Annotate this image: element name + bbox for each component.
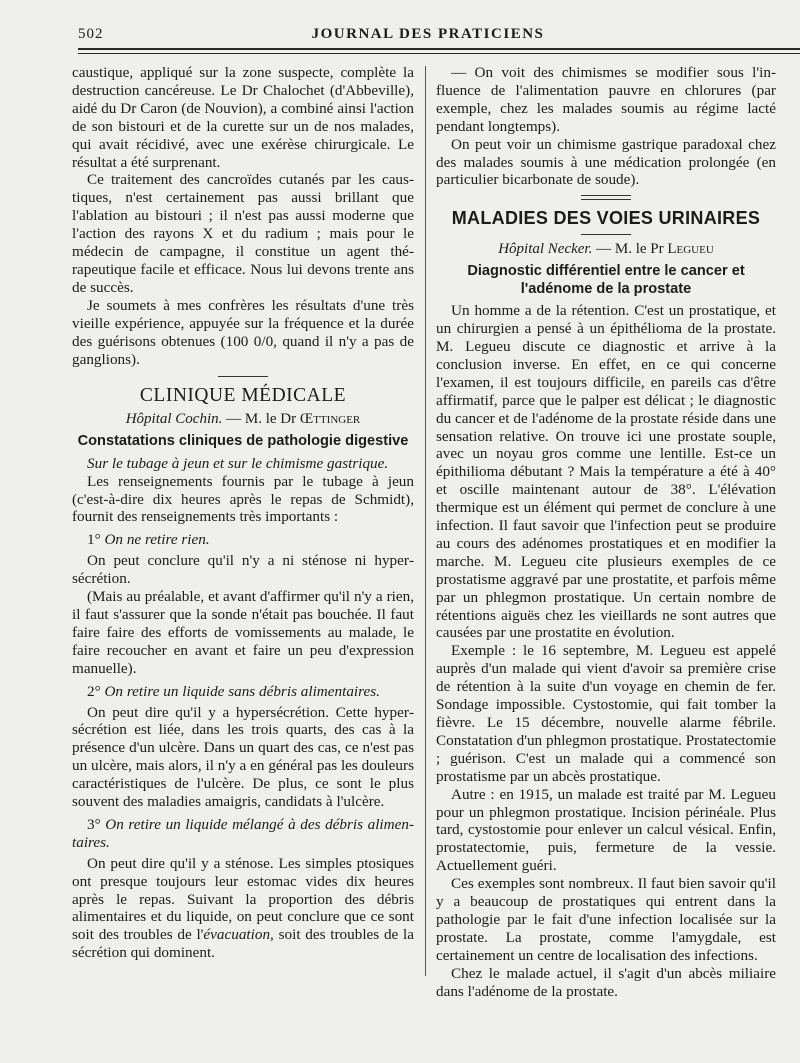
paragraph: On peut conclure qu'il n'y a ni sténose ni hypersécrétion. <box>72 552 414 588</box>
text-run-italic: évacuation <box>203 926 271 944</box>
hospital-name: Hôpital Cochin. <box>125 411 223 428</box>
item-title: On ne retire rien. <box>104 531 210 549</box>
doctor-name: Legueu <box>667 241 714 258</box>
header-rule <box>78 48 800 50</box>
page-number: 502 <box>78 26 104 42</box>
paragraph: (Mais au préalable, et avant d'affirmer qu'il n'y a rien, il faut s'assurer que la sonde n'était pas bouchée. Il faut faire faire des efforts de vomissements au malade, le faire recoucher en avant et faire un peu d'expression manuelle). <box>72 588 414 677</box>
numbered-item-3 <box>72 816 414 852</box>
intro-italic: Sur le tubage à jeun et sur le chimisme gastrique. <box>87 454 389 472</box>
paragraph: Autre : en 1915, un malade est traité par M. Legueu pour un phlegmon prostatique. Incision périnéale. Plus tard, cystostomie pour enlever un calcul vésical. Enfin, prostatectomie, puis, fermeture de la vessie. Actuellement guéri. <box>436 785 776 875</box>
section-separator <box>581 234 631 235</box>
paragraph: On peut voir un chimisme gastrique paradoxal chez des malades soumis à une médication prolongée (en particulier bicarbonate de soude). <box>436 135 776 189</box>
paragraph <box>72 855 414 962</box>
text-run: On peut dire qu'il y a sténose. Les simples ptosiques ont presque toujours leur estomac vides dix heures après le repas. Suivant la proportion des débris alimentaires et du liquide, on peut conclure que ce sont soit des troubles de l' <box>72 854 414 944</box>
right-column <box>436 64 776 1001</box>
doctor-prefix: — M. le Pr <box>596 241 664 258</box>
section-title-clinique: CLINIQUE MÉDICALE <box>139 385 347 407</box>
section-separator <box>218 376 268 377</box>
hospital-line <box>72 411 414 429</box>
journal-title: JOURNAL DES PRATICIENS <box>311 26 545 42</box>
section-title-urinaires: MALADIES DES VOIES URINAIRES <box>451 208 761 229</box>
article-subtitle: Constatations cliniques de pathologie digestive <box>77 433 409 450</box>
hospital-line <box>436 241 776 259</box>
paragraph: — On voit des chimismes se modifier sous l'influence de l'alimentation pauvre en chlorures (par exemple, chez les malades soumis au régime lacté pendant longtemps). <box>436 64 776 135</box>
doctor-prefix: — M. le Dr <box>226 411 297 428</box>
section-separator <box>581 199 631 200</box>
section-separator <box>581 195 631 196</box>
paragraph: Chez le malade actuel, il s'agit d'un abcès miliaire dans l'adénome de la prostate. <box>436 964 776 1000</box>
column-divider <box>425 66 426 976</box>
item-number: 1° <box>87 531 101 549</box>
header-rule-thin <box>78 53 800 54</box>
numbered-item-2 <box>72 683 414 701</box>
article-subtitle: Diagnostic différentiel entre le cancer et l'adénome de la prostate <box>467 263 745 297</box>
paragraph: caustique, appliqué sur la zone suspecte, complète la destruction cancéreuse. Le Dr Chalochet (d'Abbeville), aidé du Dr Caron (de Nouvion), a combiné ainsi l'action de son bistouri et de la curette sur un de nos malades, qui avait récidivé, avec une exérèse chirurgicale. Le résultat a été surprenant. <box>72 64 414 171</box>
paragraph: Les renseignements fournis par le tubage à jeun (c'est-à-dire dix heures après le repas de Schmidt), fournit des renseignements très importants : <box>72 472 414 526</box>
doctor-name: Œttinger <box>299 411 361 428</box>
text-run: , soit des troubles de la sécrétion qui dominent. <box>72 926 414 962</box>
item-title: On retire un liquide mélangé à des débris alimentaires. <box>72 815 415 851</box>
page-header <box>78 22 778 46</box>
paragraph: Un homme a de la rétention. C'est un prostatique, et un chirurgien a pensé à un épithélioma de la prostate. M. Legueu discute ce diagnostic et arrive à la conclusion inverse. En effet, en ce qui concerne l'examen, il est toujours difficile, en pareils cas d'être affirmatif, parce que le palper est délicat ; le diagnostic du cancer et de l'adénome de la prostate réside dans une sensation relative. On trouve ici une prostate souple, avec un noyau gros comme une lentille. Est-ce un épithilioma débutant ? Mais la température a été à 40° et oscille maintenant autour de 38°. L'élévation thermique est un élément qui permet de conclure à une infection. Il faut savoir que l'infection peut se produire au cours des adénomes prostatiques et en modifier la marche. M. Legueu cite plusieurs exemples de ce prostatisme aggravé par une prostatite, et parfois même par un phlegmon prostatique. Un certain nombre de rétentions aiguës chez les vieillards ne sont autres que causées par une prostatite en évolution. <box>436 302 776 642</box>
paragraph: Exemple : le 16 septembre, M. Legueu est appelé auprès d'un malade qui vient d'avoir sa première crise de rétention à la suite d'un voyage en chemin de fer. Sondage impossible. Cystostomie, qui fait tomber la fièvre. Le 15 décembre, nouvelle alarme fébrile. Constatation d'un phlegmon prostatique. Prostatectomie ; guérison. C'est un malade qui a commencé son prostatisme par un abcès prostatique. <box>436 642 776 785</box>
paragraph: Je soumets à mes confrères les résultats d'une très vieille expérience, appuyée sur la fréquence et la durée des guérisons obtenues (100 0/0, quand il n'y a pas de ganglions). <box>72 296 414 368</box>
numbered-item-1 <box>72 531 414 549</box>
paragraph: Ces exemples sont nombreux. Il faut bien savoir qu'il y a beaucoup de prostatiques qui entrent dans la pathologie par le fait d'une infection localisée sur la prostate. La prostate, comme l'amygdale, est certainement un centre de localisation des infections. <box>436 875 776 964</box>
item-title: On retire un liquide sans débris alimentaires. <box>104 682 380 700</box>
item-number: 2° <box>87 682 101 700</box>
paragraph: Ce traitement des cancroïdes cutanés par les caustiques, n'est certainement pas aussi brillant que l'ablation au bistouri ; il n'est pas aussi moderne que l'action des rayons X et du radium ; mais pour le médecin de campagne, il constitue un agent thérapeutique facile et efficace. Nous lui devons trente ans de succès. <box>72 171 414 296</box>
paragraph: On peut dire qu'il y a hypersécrétion. Cette hypersécrétion est liée, dans les trois quarts, des cas à la présence d'un ulcère. Dans un quart des cas, ce n'est pas un ulcère, mais alors, il n'y a en général pas les douleurs caractéristiques de l'ulcère. De plus, ce sont le plus souvent des maladies amaigris, candidats à l'ulcère. <box>72 703 414 811</box>
left-column <box>72 64 414 962</box>
item-number: 3° <box>87 815 101 833</box>
hospital-name: Hôpital Necker. <box>498 241 593 258</box>
